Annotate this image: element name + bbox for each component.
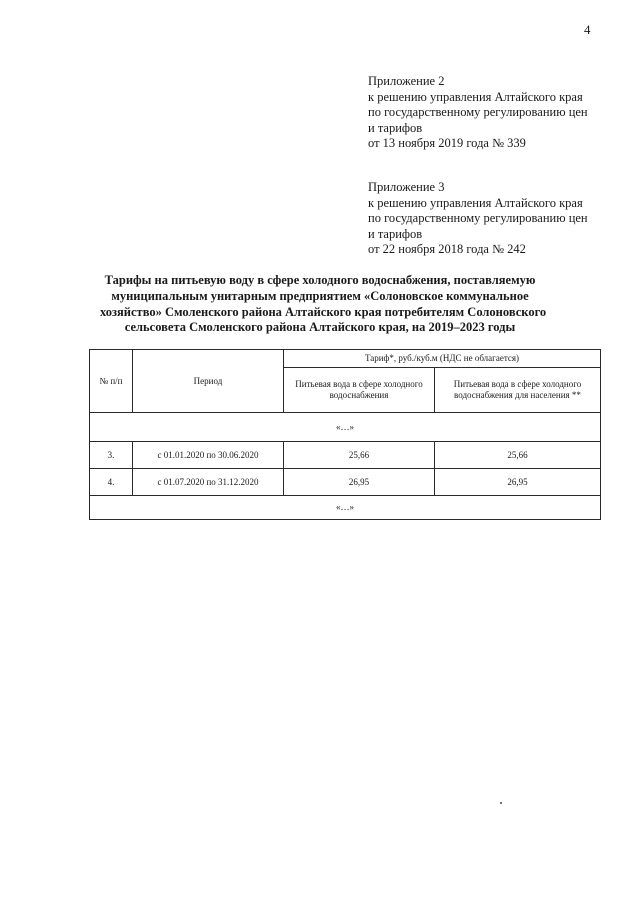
appendix-2-line: и тарифов: [368, 120, 423, 135]
header-tariff-group: Тариф*, руб./куб.м (НДС не облагается): [284, 350, 601, 368]
appendix-3-line: Приложение 3: [368, 180, 445, 194]
appendix-2-line: к решению управления Алтайского края: [368, 89, 583, 104]
document-title: [100, 273, 547, 336]
table-row: [90, 469, 601, 496]
appendix-2-line: Приложение 2: [368, 74, 445, 88]
table-row: [90, 442, 601, 469]
appendix-2-line: от 13 ноября 2019 года № 339: [368, 136, 526, 150]
page-number: 4: [584, 22, 591, 37]
header-drinking-water: Питьевая вода в сфере холодного водоснабжения: [284, 368, 435, 413]
row-period: с 01.01.2020 по 30.06.2020: [133, 442, 284, 469]
row-drinking-tariff: 25,66: [284, 442, 435, 469]
appendix-2-block: [368, 74, 608, 152]
row-drinking-tariff: 26,95: [284, 469, 435, 496]
header-drinking-water-population: Питьевая вода в сфере холодного водоснабжения для населения **: [435, 368, 601, 413]
header-number: № п/п: [90, 350, 133, 413]
title-line: Тарифы на питьевую воду в сфере холодного водоснабжения, поставляемую: [104, 273, 536, 287]
header-period: Период: [133, 350, 284, 413]
appendix-3-line: от 22 ноября 2018 года № 242: [368, 242, 526, 256]
appendix-3-line: и тарифов: [368, 226, 423, 241]
ellipsis-top: «…»: [90, 413, 601, 442]
title-line: муниципальным унитарным предприятием «Солоновское коммунальное: [111, 288, 529, 303]
row-number: 4.: [90, 469, 133, 496]
tariff-table: [89, 349, 601, 520]
appendix-3-line: к решению управления Алтайского края: [368, 195, 583, 210]
appendix-3-line: по государственному регулированию цен: [368, 211, 588, 225]
row-population-tariff: 25,66: [435, 442, 601, 469]
row-period: с 01.07.2020 по 31.12.2020: [133, 469, 284, 496]
row-number: 3.: [90, 442, 133, 469]
appendix-3-block: [368, 180, 608, 258]
row-population-tariff: 26,95: [435, 469, 601, 496]
ellipsis-bottom: «…»: [90, 496, 601, 520]
appendix-2-line: по государственному регулированию цен: [368, 105, 588, 119]
title-line: сельсовета Смоленского района Алтайского края, на 2019–2023 годы: [124, 320, 516, 335]
title-line: хозяйство» Смоленского района Алтайского края потребителям Солоновского: [100, 304, 547, 319]
scan-speck: [500, 802, 502, 804]
